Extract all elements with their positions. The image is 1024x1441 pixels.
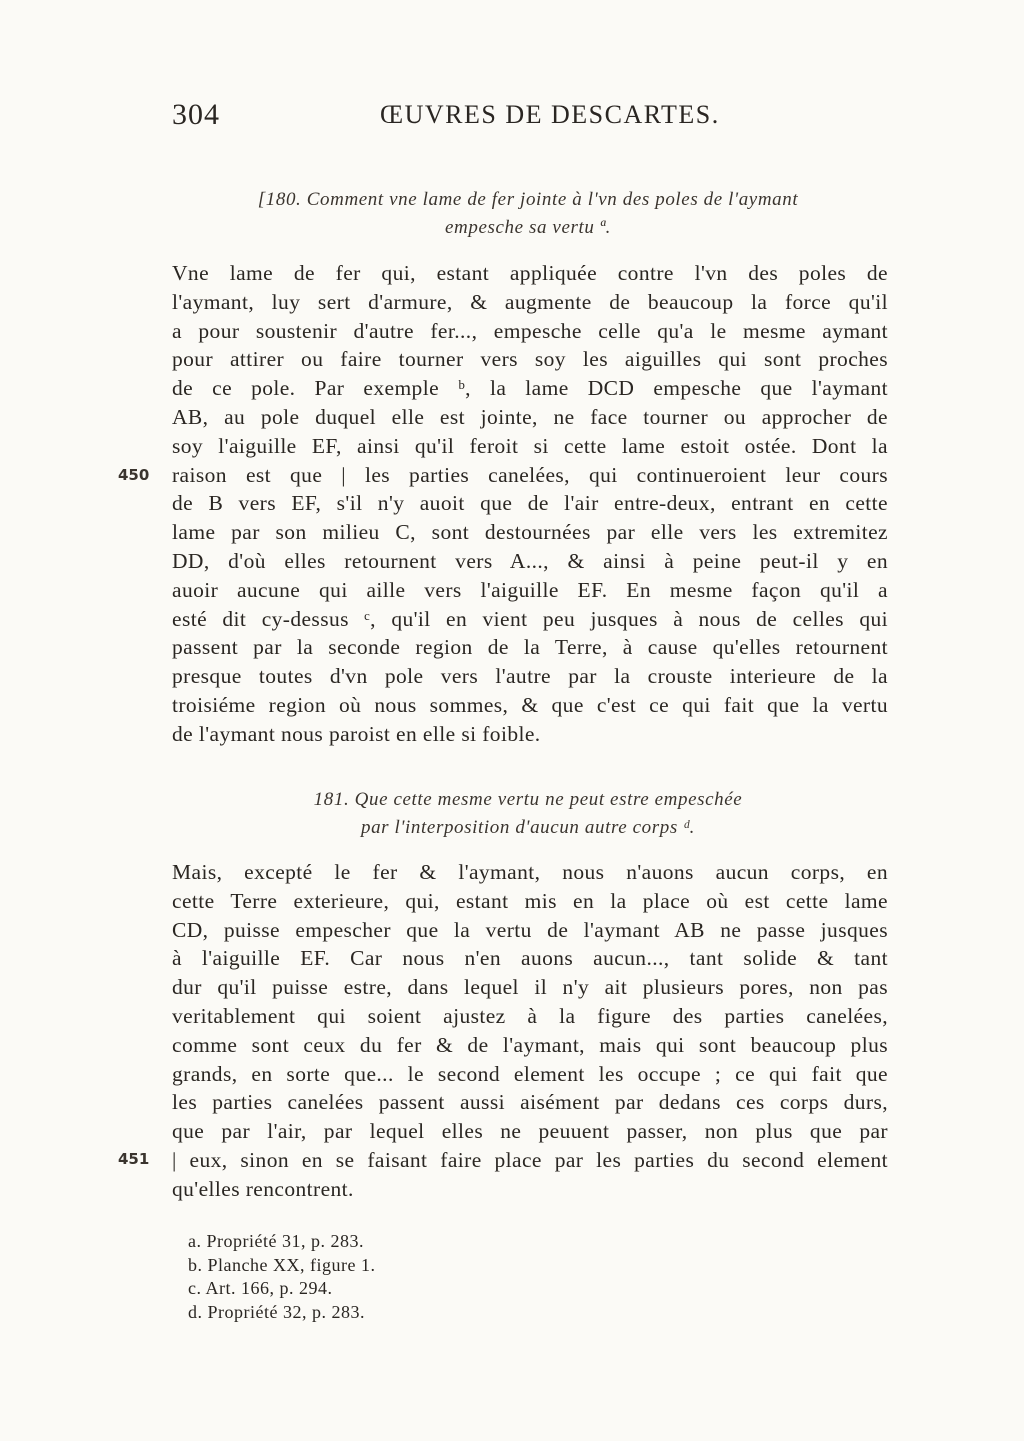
body-line: de ce pole. Par exemple ᵇ, la lame DCD empesche que l'aymant (172, 376, 888, 401)
section-180-heading-line2: empesche sa vertu ª. (444, 217, 612, 238)
margin-number-451: 451 (118, 1150, 150, 1168)
body-line: a pour soustenir d'autre fer..., empesche celle qu'a le mesme aymant (172, 318, 888, 343)
running-title: ŒUVRES DE DESCARTES. (380, 100, 720, 129)
footnote-b: b. Planche XX, figure 1. (188, 1254, 376, 1275)
body-line: | eux, sinon en se faisant faire place par les parties du second element (172, 1147, 888, 1172)
body-line: DD, d'où elles retournent vers A..., & ainsi à peine peut-il y en (172, 548, 888, 573)
footnotes (188, 1230, 788, 1324)
body-line: cette Terre exterieure, qui, estant mis en la place où est cette lame (172, 888, 888, 913)
body-line: auoir aucune qui aille vers l'aiguille EF. En mesme façon qu'il a (172, 577, 888, 602)
body-line: que par l'air, par lequel elles ne peuuent passer, non plus que par (172, 1119, 888, 1144)
body-line: dur qu'il puisse estre, dans lequel il n'y ait plusieurs pores, non pas (172, 975, 888, 1000)
body-line: comme sont ceux du fer & de l'aymant, mais qui sont beaucoup plus (172, 1032, 888, 1057)
body-line: presque toutes d'vn pole vers l'autre par la crouste interieure de la (172, 664, 888, 689)
section-181-heading-line1: 181. Que cette mesme vertu ne peut estre empeschée (313, 789, 743, 810)
body-line: pour attirer ou faire tourner vers soy les aiguilles qui sont proches (172, 347, 888, 372)
body-line: de B vers EF, s'il n'y auoit que de l'air entre-deux, entrant en cette (172, 491, 888, 516)
body-line: à l'aiguille EF. Car nous n'en auons aucun..., tant solide & tant (172, 946, 888, 971)
footnote-a: a. Propriété 31, p. 283. (188, 1231, 364, 1251)
body-line: qu'elles rencontrent. (172, 1176, 354, 1201)
body-line: Vne lame de fer qui, estant appliquée contre l'vn des poles de (172, 261, 888, 285)
body-line: lame par son milieu C, sont destournées par elle vers les extremitez (172, 520, 888, 545)
body-line: Mais, excepté le fer & l'aymant, nous n'auons aucun corps, en (172, 860, 888, 884)
body-line: de l'aymant nous paroist en elle si foible. (172, 721, 541, 746)
footnote-d: d. Propriété 32, p. 283. (188, 1301, 365, 1322)
body-line: passent par la seconde region de la Terre, à cause qu'elles retournent (172, 635, 888, 660)
body-line: CD, puisse empescher que la vertu de l'aymant AB ne passe jusques (172, 917, 888, 942)
body-line: l'aymant, luy sert d'armure, & augmente de beaucoup la force qu'il (172, 289, 888, 314)
body-line: raison est que | les parties canelées, qui continueroient leur cours (172, 462, 888, 487)
margin-number-450: 450 (118, 466, 150, 484)
section-180-body (172, 259, 888, 749)
section-180-heading (172, 186, 884, 242)
section-180-heading-line1: [180. Comment vne lame de fer jointe à l'vn des poles de l'aymant (257, 189, 799, 210)
body-line: veritablement qui soient ajustez à la figure des parties canelées, (172, 1003, 888, 1028)
page-number: 304 (172, 98, 220, 131)
body-line: grands, en sorte que... le second element les occupe ; ce qui fait que (172, 1061, 888, 1086)
body-line: troisiéme region où nous sommes, & que c'est ce qui fait que la vertu (172, 692, 888, 717)
body-line: AB, au pole duquel elle est jointe, ne face tourner ou approcher de (172, 404, 888, 429)
footnote-c: c. Art. 166, p. 294. (188, 1278, 333, 1298)
body-line: esté dit cy-dessus ᶜ, qu'il en vient peu jusques à nous de celles qui (172, 606, 888, 631)
body-line: les parties canelées passent aussi aisément par dedans ces corps durs, (172, 1090, 888, 1115)
body-line: soy l'aiguille EF, ainsi qu'il feroit si cette lame estoit ostée. Dont la (172, 433, 888, 458)
section-181-heading-line2: par l'interposition d'aucun autre corps ᵈ. (360, 817, 696, 838)
running-head (172, 98, 884, 138)
section-181-body (172, 858, 888, 1204)
section-181-heading (172, 786, 884, 842)
